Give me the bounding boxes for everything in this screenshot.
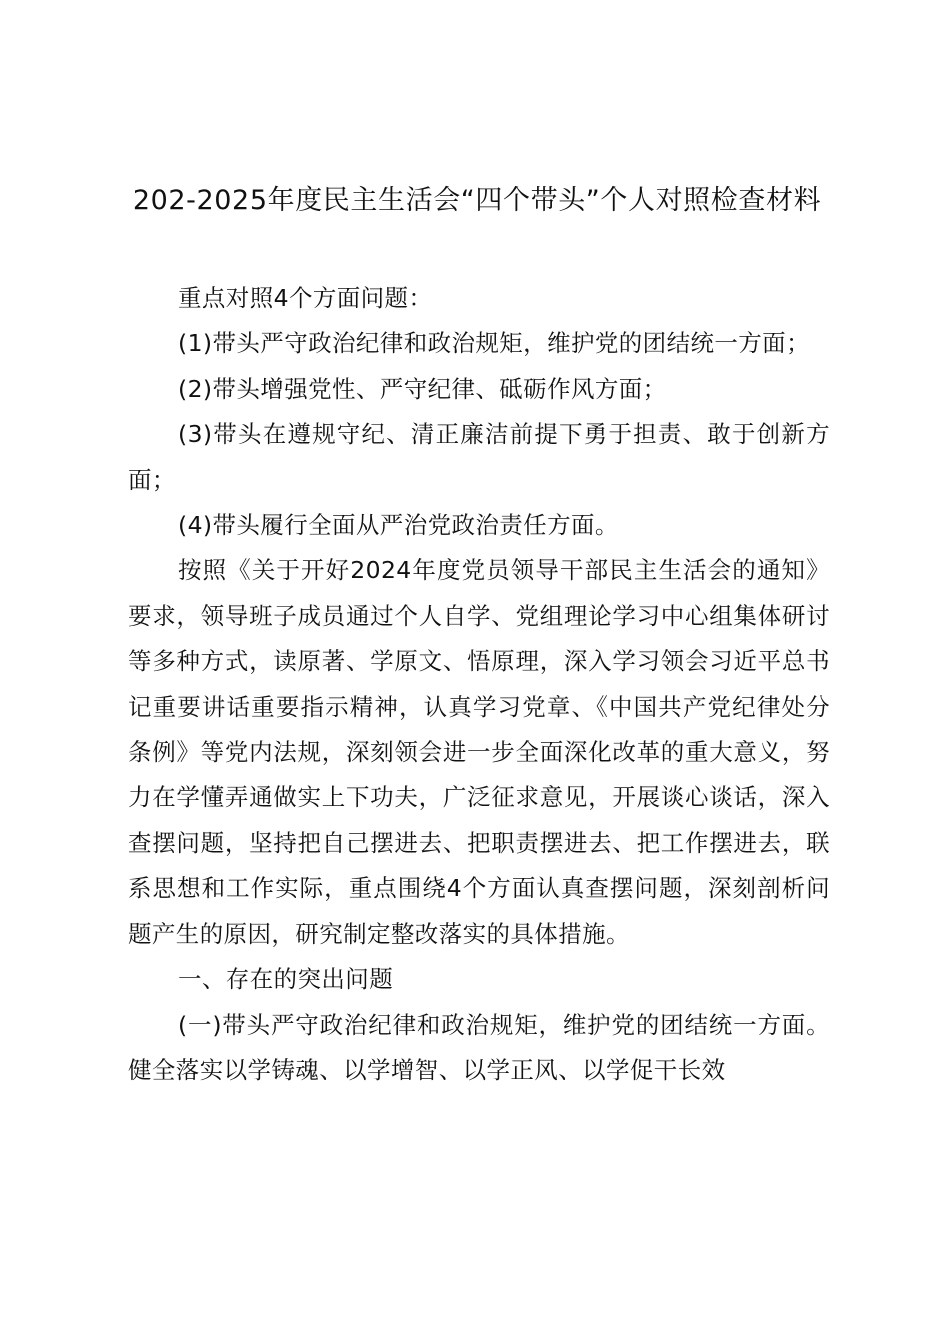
- paragraph-item-3: (3)带头在遵规守纪、清正廉洁前提下勇于担责、敢于创新方面；: [128, 420, 830, 494]
- paragraph-main: 按照《关于开好2024年度党员领导干部民主生活会的通知》要求，领导班子成员通过个人自学、党组理论学习中心组集体研讨等多种方式，读原著、学原文、悟原理，深入学习领会习近平总书记重要讲话重要指示精神，认真学习党章、《中国共产党纪律处分条例》等党内法规，深刻领会进一步全面深化改革的重大意义，努力在学懂弄通做实上下功夫，广泛征求意见，开展谈心谈话，深入查摆问题，坚持把自己摆进去、把职责摆进去、把工作摆进去，联系思想和工作实际，重点围绕4个方面认真查摆问题，深刻剖析问题产生的原因，研究制定整改落实的具体措施。: [128, 556, 830, 948]
- document-title: 202-2025年度民主生活会“四个带头”个人对照检查材料: [132, 185, 822, 216]
- section-heading-problems: 一、存在的突出问题: [178, 965, 394, 994]
- paragraph-item-1: (1)带头严守政治纪律和政治规矩，维护党的团结统一方面；: [178, 329, 810, 358]
- paragraph-item-2: (2)带头增强党性、严守纪律、砥砺作风方面；: [178, 374, 667, 403]
- document-body: [128, 276, 830, 1093]
- paragraph-intro: 重点对照4个方面问题：: [178, 284, 433, 312]
- paragraph-subsection-1: (一)带头严守政治纪律和政治规矩，维护党的团结统一方面。健全落实以学铸魂、以学增智、以学正风、以学促干长效: [128, 1010, 830, 1084]
- paragraph-item-4: (4)带头履行全面从严治党政治责任方面。: [178, 511, 619, 540]
